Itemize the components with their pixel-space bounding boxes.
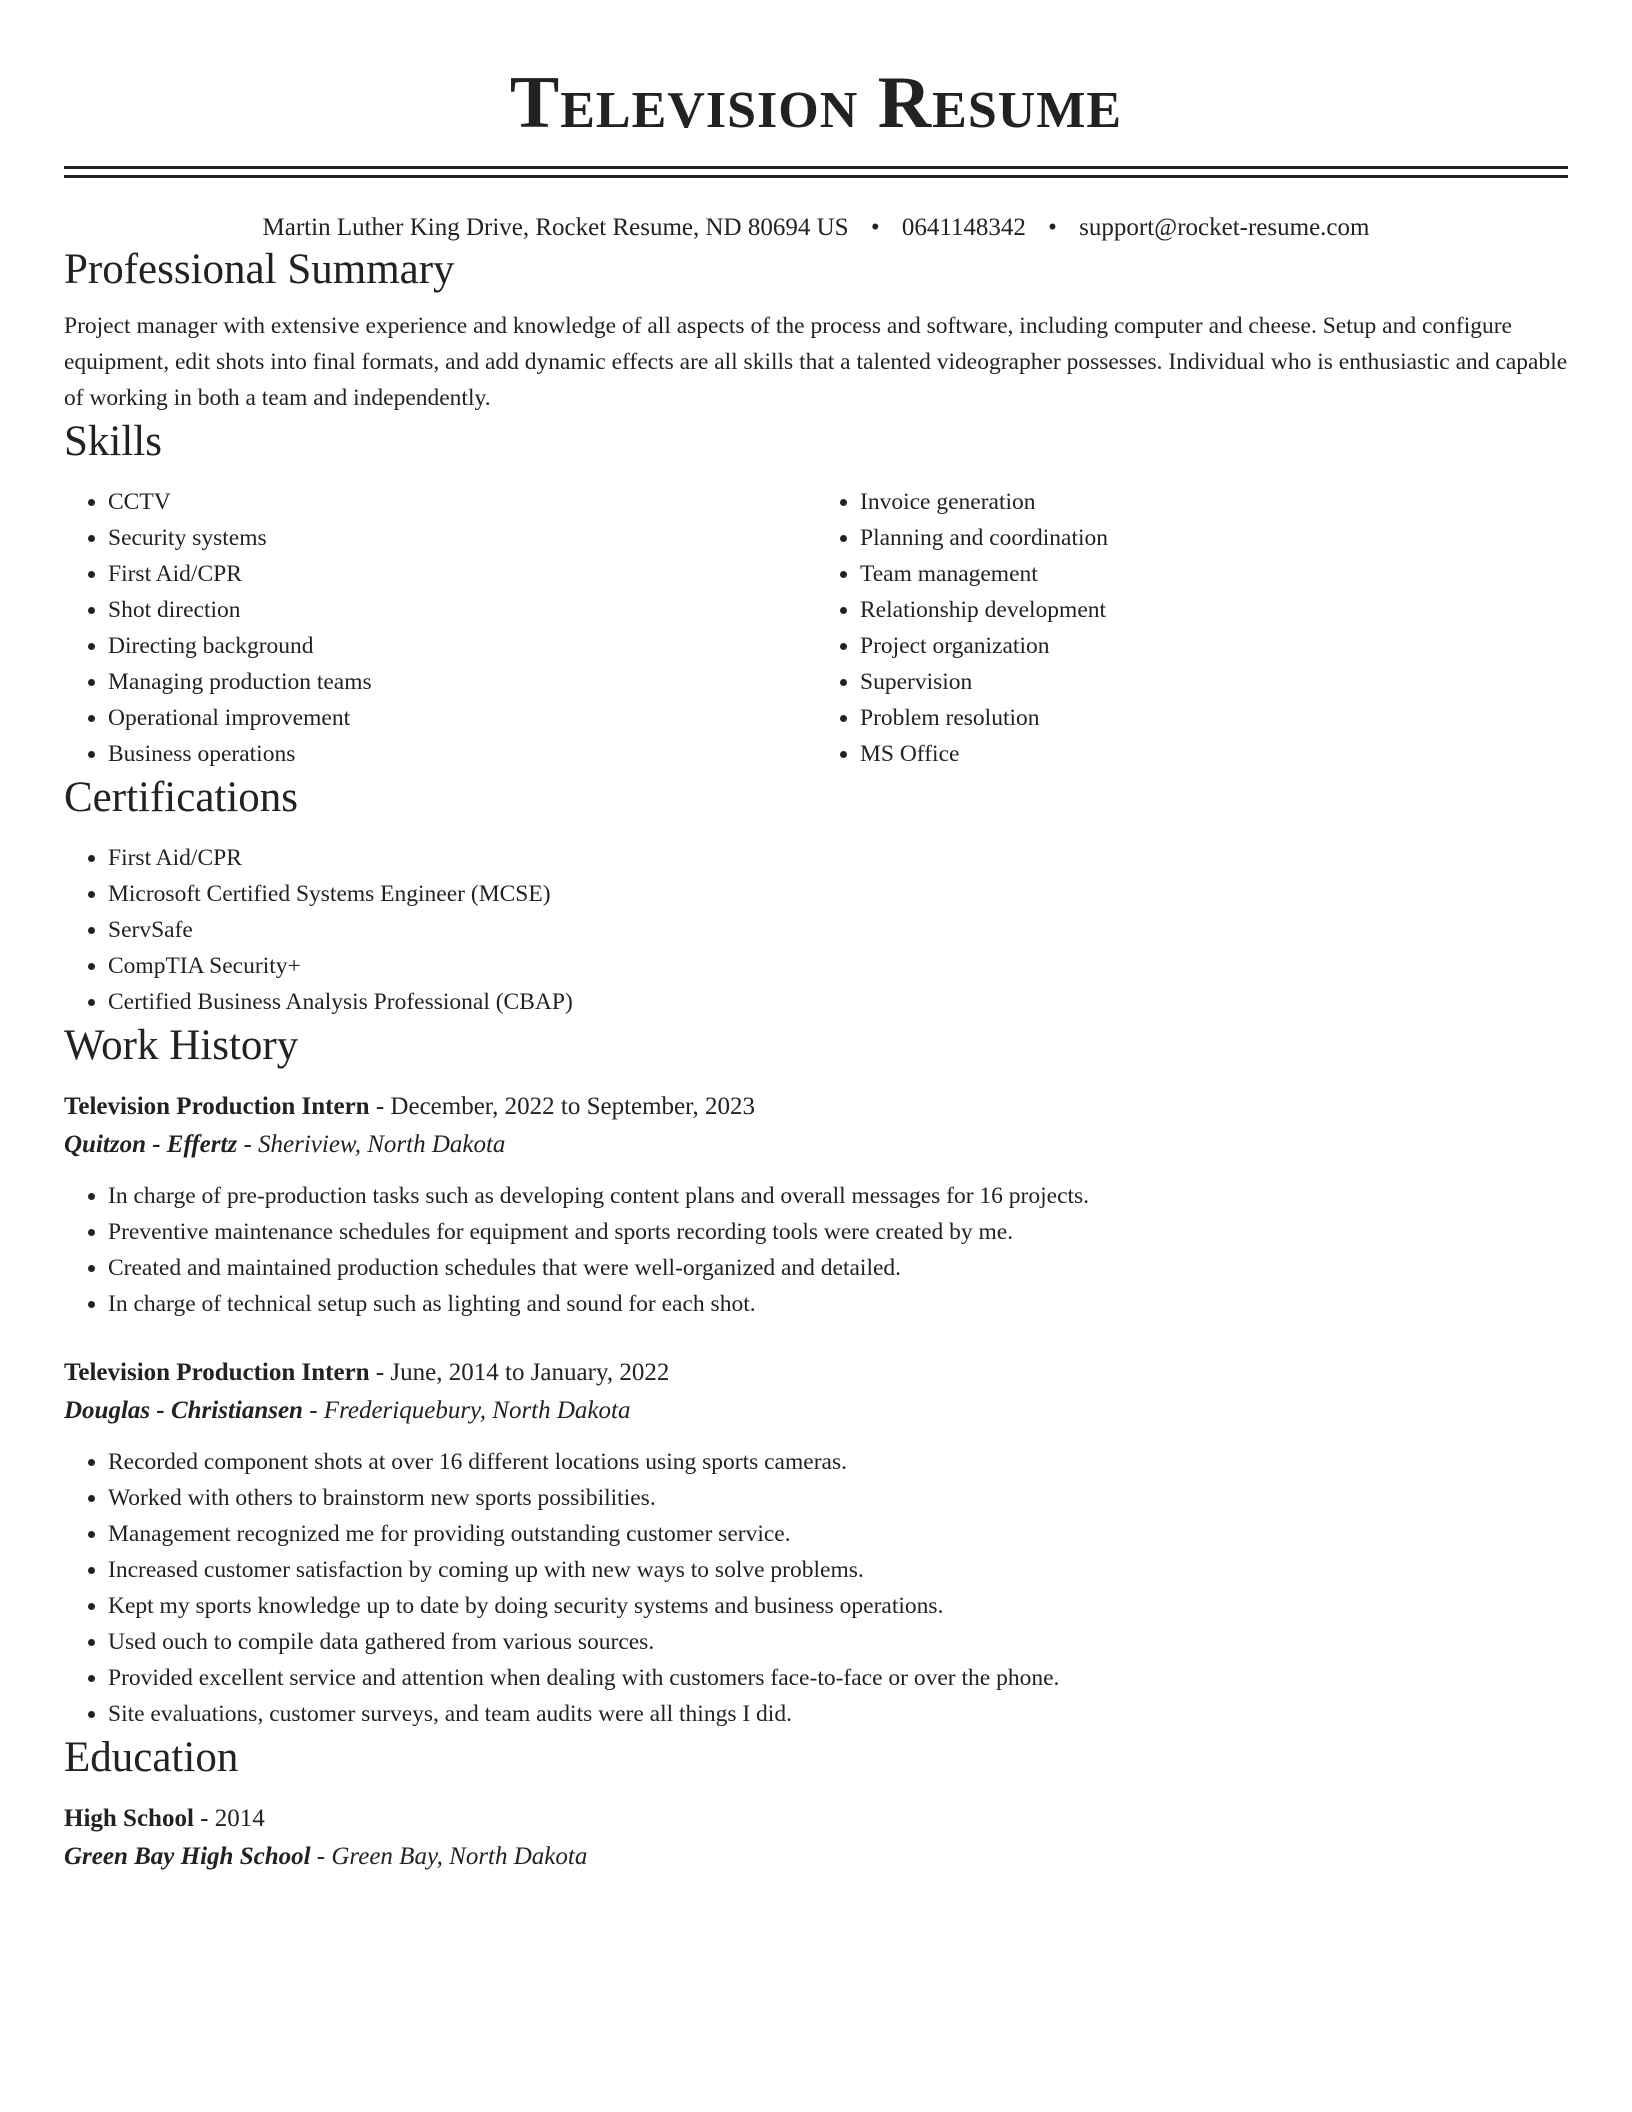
contact-line xyxy=(64,212,1568,244)
education-school: Green Bay High School xyxy=(64,1843,311,1870)
skill-item: • Relationship development xyxy=(860,592,1568,628)
skill-item: • Directing background xyxy=(108,628,816,664)
education-year: - 2014 xyxy=(193,1805,265,1832)
job-bullet: • Provided excellent service and attention when dealing with customers face-to-face or over the phone. xyxy=(108,1660,1568,1696)
skill-item: • CCTV xyxy=(108,484,816,520)
certification-item: • First Aid/CPR xyxy=(108,840,1568,876)
certification-item: • Microsoft Certified Systems Engineer (MCSE) xyxy=(108,876,1568,912)
education-heading: Education xyxy=(64,1734,239,1781)
job-dates: - December, 2022 to September, 2023 xyxy=(369,1093,755,1120)
skills-list-right xyxy=(816,484,1568,772)
title-divider-thick xyxy=(64,166,1568,169)
job-title: Television Production Intern xyxy=(64,1093,370,1120)
job-bullet: • In charge of pre-production tasks such as developing content plans and overall messages for 16 projects. xyxy=(108,1178,1568,1214)
job-bullet: • Used ouch to compile data gathered from various sources. xyxy=(108,1624,1568,1660)
job-bullet: • Increased customer satisfaction by coming up with new ways to solve problems. xyxy=(108,1552,1568,1588)
job-company: Douglas - Christiansen xyxy=(64,1397,303,1424)
contact-separator: • xyxy=(1048,214,1057,241)
education-location: - Green Bay, North Dakota xyxy=(310,1843,588,1870)
job-title-line xyxy=(64,1354,1568,1392)
skill-item: • Operational improvement xyxy=(108,700,816,736)
job-bullet: • Kept my sports knowledge up to date by doing security systems and business operations. xyxy=(108,1588,1568,1624)
resume-title: Television Resume xyxy=(509,62,1123,144)
certifications-list xyxy=(64,840,1568,1020)
job-company: Quitzon - Effertz xyxy=(64,1131,238,1158)
education-degree-line xyxy=(64,1800,1568,1838)
skill-item: • Security systems xyxy=(108,520,816,556)
skills-list-left xyxy=(64,484,816,772)
job-bullet: • Created and maintained production schedules that were well-organized and detailed. xyxy=(108,1250,1568,1286)
job-company-line xyxy=(64,1126,1568,1164)
skills-columns xyxy=(64,484,1568,772)
contact-phone: 0641148342 xyxy=(901,214,1026,241)
certification-item: • Certified Business Analysis Professional (CBAP) xyxy=(108,984,1568,1020)
summary-text: Project manager with extensive experience and knowledge of all aspects of the process and software, including computer and cheese. Setup and configure equipment, edit shots into final formats, and add dynamic effects are all skills that a talented videographer possesses. Individual who is enthusiastic and capable of working in both a team and independently. xyxy=(64,313,1568,411)
job-bullet: • In charge of technical setup such as lighting and sound for each shot. xyxy=(108,1286,1568,1322)
job-bullets xyxy=(64,1444,1568,1732)
job-company-line xyxy=(64,1392,1568,1430)
skill-item: • Business operations xyxy=(108,736,816,772)
skill-item: • Problem resolution xyxy=(860,700,1568,736)
skill-item: • Planning and coordination xyxy=(860,520,1568,556)
job-bullet: • Worked with others to brainstorm new sports possibilities. xyxy=(108,1480,1568,1516)
skill-item: • Managing production teams xyxy=(108,664,816,700)
skill-item: • Project organization xyxy=(860,628,1568,664)
certification-item: • CompTIA Security+ xyxy=(108,948,1568,984)
skill-item: • First Aid/CPR xyxy=(108,556,816,592)
skill-item: • MS Office xyxy=(860,736,1568,772)
job-title-line xyxy=(64,1088,1568,1126)
skills-heading: Skills xyxy=(64,418,162,465)
certifications-heading: Certifications xyxy=(64,774,299,821)
summary-heading: Professional Summary xyxy=(64,246,455,293)
skill-item: • Supervision xyxy=(860,664,1568,700)
skill-item: • Team management xyxy=(860,556,1568,592)
job-location: - Sheriview, North Dakota xyxy=(237,1131,506,1158)
title-divider-thin xyxy=(64,175,1568,178)
contact-email: support@rocket-resume.com xyxy=(1079,214,1370,241)
education-school-line xyxy=(64,1838,1568,1876)
job-bullet: • Management recognized me for providing outstanding customer service. xyxy=(108,1516,1568,1552)
skill-item: • Invoice generation xyxy=(860,484,1568,520)
contact-address: Martin Luther King Drive, Rocket Resume, ND 80694 US xyxy=(262,214,849,241)
job-bullet: • Recorded component shots at over 16 different locations using sports cameras. xyxy=(108,1444,1568,1480)
skill-item: • Shot direction xyxy=(108,592,816,628)
job-location: - Frederiquebury, North Dakota xyxy=(302,1397,631,1424)
job-bullet: • Preventive maintenance schedules for equipment and sports recording tools were created by me. xyxy=(108,1214,1568,1250)
job-bullets xyxy=(64,1178,1568,1322)
job-title: Television Production Intern xyxy=(64,1359,370,1386)
job-entry xyxy=(64,1354,1568,1732)
certification-item: • ServSafe xyxy=(108,912,1568,948)
education-degree: High School xyxy=(64,1805,194,1832)
contact-separator: • xyxy=(870,214,880,241)
job-dates: - June, 2014 to January, 2022 xyxy=(369,1359,670,1386)
job-entry xyxy=(64,1088,1568,1322)
job-bullet: • Site evaluations, customer surveys, and team audits were all things I did. xyxy=(108,1696,1568,1732)
work-history-heading: Work History xyxy=(64,1022,299,1069)
